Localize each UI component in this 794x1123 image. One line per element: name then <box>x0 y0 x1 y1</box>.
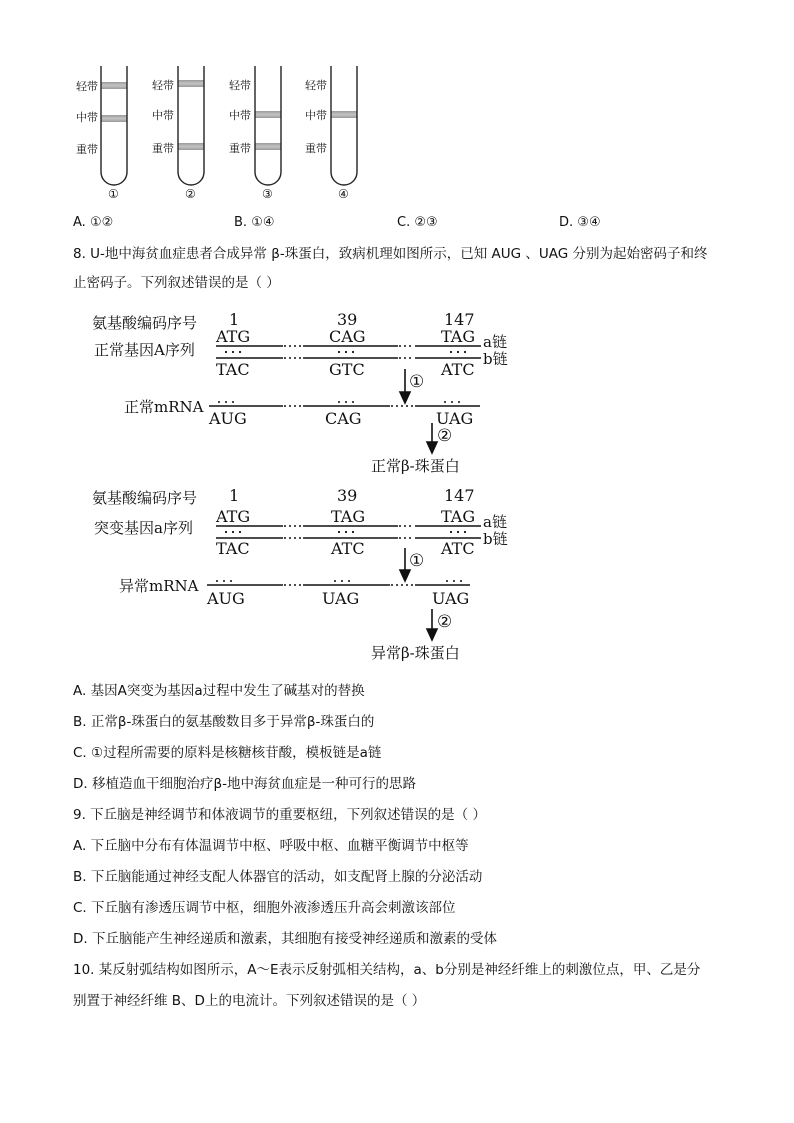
normal-a-codon-147: TAG <box>441 327 476 346</box>
mutant-gene-label: 突变基因a序列 <box>94 519 193 537</box>
mutant-position-147: 147 <box>444 486 475 505</box>
normal-mrna-label: 正常mRNA <box>124 398 204 416</box>
normal-a-codon-1: ATG <box>216 327 251 346</box>
normal-gene-label: 正常基因A序列 <box>94 341 195 359</box>
normal-b-codon-1: TAC <box>216 360 250 379</box>
normal-position-39: 39 <box>337 310 358 329</box>
tube-4-heavy-label: 重带 <box>305 142 327 155</box>
abnormal-mrna-codon-1: AUG <box>207 589 245 608</box>
tube-3-middle-label: 中带 <box>229 109 251 122</box>
q8-option-b[interactable]: B. 正常β-珠蛋白的氨基酸数目多于异常β-珠蛋白的 <box>73 714 375 730</box>
mutant-a-codon-1: ATG <box>216 507 251 526</box>
normal-mrna-codon-39: CAG <box>325 409 362 428</box>
q8-stem-line2: 止密码子。下列叙述错误的是（ ） <box>73 275 280 291</box>
tube-2-middle-label: 中带 <box>152 109 174 122</box>
tube-4-light-label: 轻带 <box>305 79 327 92</box>
normal-step1-marker: ① <box>409 372 425 392</box>
mutant-step2-marker: ② <box>437 612 453 632</box>
mutant-position-1: 1 <box>229 486 240 505</box>
mutant-basepair-dots <box>225 531 466 533</box>
tube-1-middle-label: 中带 <box>76 111 98 124</box>
normal-aa-label: 氨基酸编码序号 <box>92 314 198 332</box>
abnormal-mrna-codon-147: UAG <box>432 589 470 608</box>
tube-3-number: ③ <box>262 187 273 201</box>
mutant-gene-strands <box>216 526 481 538</box>
q8-option-c[interactable]: C. ①过程所需要的原料是核糖核苷酸，模板链是a链 <box>73 745 382 761</box>
q8-option-d[interactable]: D. 移植造血干细胞治疗β-地中海贫血症是一种可行的思路 <box>73 776 416 792</box>
q9-stem: 9. 下丘脑是神经调节和体液调节的重要枢纽，下列叙述错误的是（ ） <box>73 807 486 823</box>
normal-a-chain-label: a链 <box>483 333 507 351</box>
abnormal-mrna-label: 异常mRNA <box>119 577 199 595</box>
tube-4-middle-label: 中带 <box>305 109 327 122</box>
abnormal-protein-label: 异常β-珠蛋白 <box>371 644 460 662</box>
mutant-a-chain-label: a链 <box>483 513 507 531</box>
tube-1-light-label: 轻带 <box>76 80 98 93</box>
q9-option-a[interactable]: A. 下丘脑中分布有体温调节中枢、呼吸中枢、血糖平衡调节中枢等 <box>73 838 469 854</box>
mutant-a-codon-39: TAG <box>331 507 366 526</box>
normal-b-chain-label: b链 <box>483 350 508 368</box>
q7-option-d[interactable]: D. ③④ <box>559 215 601 230</box>
q8-stem-line1: 8. U-地中海贫血症患者合成异常 β-珠蛋白，致病机理如图所示，已知 AUG 、UAG 分别为起始密码子和终 <box>73 246 708 262</box>
tube-3-heavy-label: 重带 <box>229 142 251 155</box>
q9-option-b[interactable]: B. 下丘脑能通过神经支配人体器官的活动，如支配肾上腺的分泌活动 <box>73 869 483 885</box>
normal-mrna-codon-1: AUG <box>209 409 247 428</box>
tube-4-number: ④ <box>338 187 349 201</box>
q7-option-b[interactable]: B. ①④ <box>234 215 275 230</box>
mutant-step1-marker: ① <box>409 551 425 571</box>
mutant-a-codon-147: TAG <box>441 507 476 526</box>
normal-protein-label: 正常β-珠蛋白 <box>371 457 460 475</box>
normal-gene-strands <box>216 346 481 358</box>
normal-a-codon-39: CAG <box>329 327 366 346</box>
normal-basepair-dots <box>225 351 466 353</box>
q10-stem-line2: 别置于神经纤维 B、D上的电流计。下列叙述错误的是（ ） <box>73 993 426 1009</box>
mutant-b-codon-39: ATC <box>331 539 365 558</box>
mutant-translation-arrow <box>427 609 437 640</box>
q10-stem-line1: 10. 某反射弧结构如图所示，A～E表示反射弧相关结构，a、b分别是神经纤维上的刺激位点，甲、乙是分 <box>73 962 701 978</box>
q7-option-a[interactable]: A. ①② <box>73 215 114 230</box>
normal-position-1: 1 <box>229 310 240 329</box>
normal-mrna-codon-147: UAG <box>436 409 474 428</box>
q9-option-d[interactable]: D. 下丘脑能产生神经递质和激素，其细胞有接受神经递质和激素的受体 <box>73 931 497 947</box>
tube-1-heavy-label: 重带 <box>76 143 98 156</box>
q8-option-a[interactable]: A. 基因A突变为基因a过程中发生了碱基对的替换 <box>73 683 365 699</box>
mutant-position-39: 39 <box>337 486 358 505</box>
mutant-aa-label: 氨基酸编码序号 <box>92 489 198 507</box>
tube-2-light-label: 轻带 <box>152 79 174 92</box>
tube-1-number: ① <box>108 187 119 201</box>
mutant-b-chain-label: b链 <box>483 530 508 548</box>
abnormal-mrna-codon-39: UAG <box>322 589 360 608</box>
q7-option-c[interactable]: C. ②③ <box>397 215 438 230</box>
normal-b-codon-147: ATC <box>441 360 475 379</box>
mutant-b-codon-1: TAC <box>216 539 250 558</box>
q9-option-c[interactable]: C. 下丘脑有渗透压调节中枢，细胞外液渗透压升高会刺激该部位 <box>73 900 456 916</box>
tube-3-light-label: 轻带 <box>229 79 251 92</box>
normal-step2-marker: ② <box>437 426 453 446</box>
normal-position-147: 147 <box>444 310 475 329</box>
tube-2-number: ② <box>185 187 196 201</box>
normal-b-codon-39: GTC <box>329 360 365 379</box>
tube-2-heavy-label: 重带 <box>152 142 174 155</box>
mutant-b-codon-147: ATC <box>441 539 475 558</box>
